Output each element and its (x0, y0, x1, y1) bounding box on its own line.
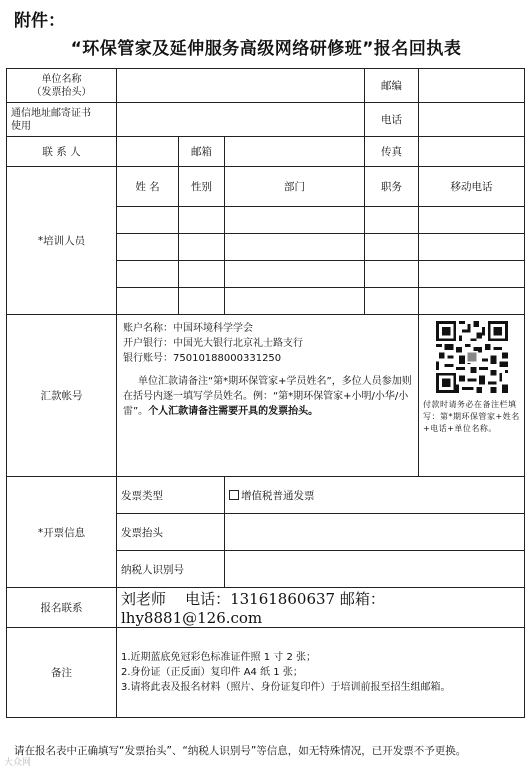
trainee-cell[interactable] (365, 207, 419, 234)
invoice-label: *开票信息 (7, 477, 117, 588)
bank-name: 开户银行：中国光大银行北京礼士路支行 (123, 338, 303, 349)
account-number: 银行账号：75010188000331250 (123, 353, 282, 364)
registration-label: 报名联系 (7, 588, 117, 628)
trainee-cell[interactable] (117, 261, 179, 288)
qr-code-icon (436, 321, 508, 393)
trainee-cell[interactable] (179, 234, 225, 261)
trainee-cell[interactable] (179, 288, 225, 315)
remark-item: 3.请将此表及报名材料（照片、身份证复印件）于培训前报至招生组邮箱。 (121, 682, 451, 693)
fax-field[interactable] (419, 137, 525, 167)
row-contact (7, 137, 525, 167)
invoice-type-option[interactable]: 增值税普通发票 (225, 477, 525, 514)
row-address (7, 103, 525, 137)
registration-contact-row (7, 588, 525, 628)
postcode-label: 邮编 (365, 69, 419, 103)
contact-label: 联 系 人 (7, 137, 117, 167)
trainee-cell[interactable] (117, 234, 179, 261)
form-title: “环保管家及延伸服务高级网络研修班”报名回执表 (70, 39, 462, 59)
taxid-field[interactable] (225, 551, 525, 588)
contact-phone: 电话：13161860637 (185, 590, 336, 608)
trainee-cell[interactable] (179, 207, 225, 234)
payment-note: 单位汇款请备注“第*期环保管家+学员姓名”，多位人员参加则在括号内逐一填写学员姓名。例：“第*期环保管家+小明/小华/小雷”。个人汇款请备注需要开具的发票抬头。 (123, 376, 412, 417)
col-gender: 性别 (179, 167, 225, 207)
invoice-type-label: 发票类型 (117, 477, 225, 514)
watermark: 大众网 (4, 758, 32, 768)
qr-box (419, 315, 525, 477)
registration-contact (117, 588, 525, 628)
col-department: 部门 (225, 167, 365, 207)
remark-item: 2.身份证（正反面）复印件 A4 纸 1 张； (121, 667, 303, 678)
trainee-cell[interactable] (117, 207, 179, 234)
remarks-row (7, 628, 525, 718)
unit-name-field[interactable] (117, 69, 365, 103)
col-mobile: 移动电话 (419, 167, 525, 207)
remarks-label: 备注 (7, 628, 117, 718)
trainee-header-row (7, 167, 525, 207)
payment-label: 汇款帐号 (7, 315, 117, 477)
trainee-cell[interactable] (179, 261, 225, 288)
trainee-cell[interactable] (419, 234, 525, 261)
fax-label: 传真 (365, 137, 419, 167)
account-name: 账户名称：中国环境科学学会 (123, 323, 253, 334)
trainees-label: *培训人员 (7, 167, 117, 315)
email-label: 邮箱 (179, 137, 225, 167)
trainee-cell[interactable] (225, 234, 365, 261)
payment-row (7, 315, 525, 477)
trainee-cell[interactable] (225, 261, 365, 288)
checkbox-icon[interactable] (229, 490, 239, 500)
remark-item: 1.近期蓝底免冠彩色标准证件照 1 寸 2 张； (121, 652, 316, 663)
invoice-title-label: 发票抬头 (117, 514, 225, 551)
attachment-label: 附件： (14, 11, 65, 31)
unit-name-label: 单位名称 （发票抬头） (7, 69, 117, 103)
trainee-cell[interactable] (419, 288, 525, 315)
contact-email: 邮箱：lhy8881@126.com (121, 590, 385, 627)
invoice-type-row (7, 477, 525, 514)
trainee-cell[interactable] (419, 207, 525, 234)
taxid-label: 纳税人识别号 (117, 551, 225, 588)
trainee-cell[interactable] (419, 261, 525, 288)
trainee-cell[interactable] (225, 288, 365, 315)
trainee-cell[interactable] (225, 207, 365, 234)
postcode-field[interactable] (419, 69, 525, 103)
invoice-title-field[interactable] (225, 514, 525, 551)
col-name: 姓 名 (117, 167, 179, 207)
footer-note: 请在报名表中正确填写“发票抬头”、“纳税人识别号”等信息，如无特殊情况，已开发票不予更换。 (14, 745, 467, 757)
trainee-cell[interactable] (365, 261, 419, 288)
email-field[interactable] (225, 137, 365, 167)
phone-field[interactable] (419, 103, 525, 137)
trainee-cell[interactable] (365, 288, 419, 315)
phone-label: 电话 (365, 103, 419, 137)
row-unit-name (7, 69, 525, 103)
col-position: 职务 (365, 167, 419, 207)
remarks-list (117, 628, 525, 718)
qr-caption: 付款时请务必在备注栏填写：第*期环保管家+姓名+电话+单位名称。 (423, 400, 520, 433)
address-label: 通信地址邮寄证书 使用 (7, 103, 117, 137)
contact-field[interactable] (117, 137, 179, 167)
trainee-cell[interactable] (117, 288, 179, 315)
trainee-cell[interactable] (365, 234, 419, 261)
contact-person: 刘老师 (121, 590, 167, 608)
registration-form-table (6, 68, 525, 718)
address-field[interactable] (117, 103, 365, 137)
payment-details (117, 315, 419, 477)
